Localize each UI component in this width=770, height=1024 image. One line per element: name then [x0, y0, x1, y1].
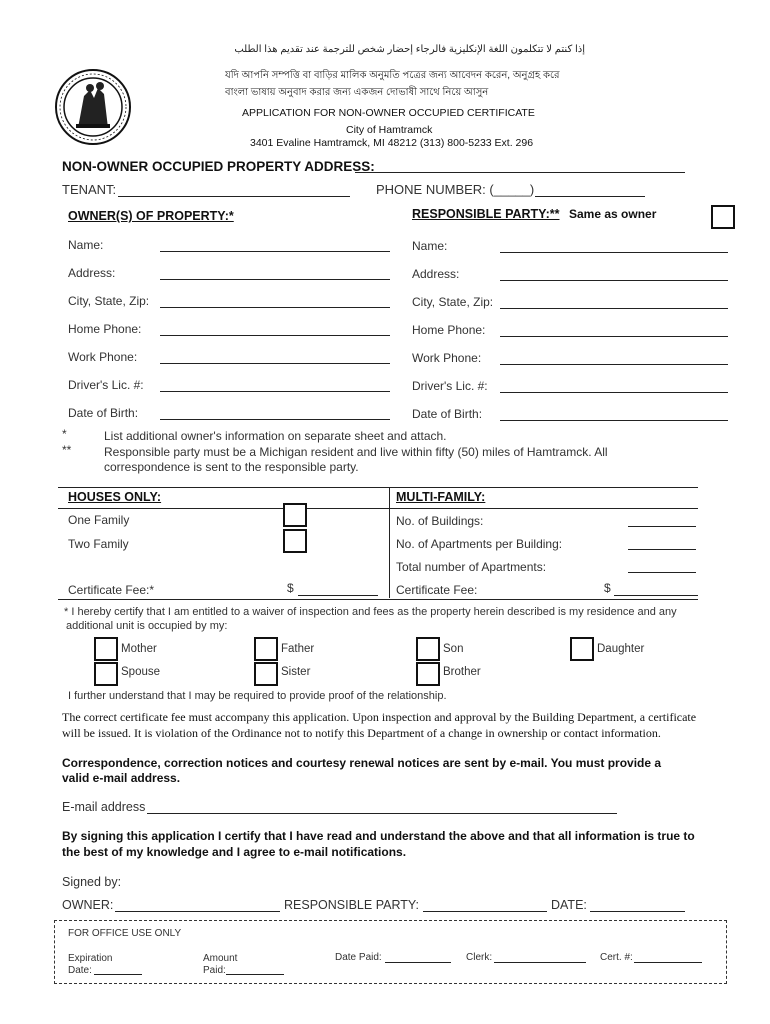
note-responsible-line2: correspondence is sent to the responsible party. — [104, 460, 359, 474]
brother-label: Brother — [443, 666, 481, 678]
city-seal — [54, 68, 132, 146]
owner-home-phone-label: Home Phone: — [68, 322, 142, 336]
one-family-checkbox[interactable] — [283, 503, 307, 527]
date-signature-field[interactable] — [590, 911, 685, 912]
houses-fee-field[interactable] — [298, 595, 378, 596]
expiration-date-field[interactable] — [94, 974, 142, 975]
fee-table-divider — [389, 487, 390, 598]
son-label: Son — [443, 643, 464, 655]
proof-notice: I further understand that I may be required to provide proof of the relationship. — [68, 690, 447, 702]
multi-heading: MULTI-FAMILY: — [396, 490, 486, 504]
waiver-line2: additional unit is occupied by my: — [66, 620, 228, 632]
note-additional-owners: List additional owner's information on separate sheet and attach. — [104, 429, 447, 443]
owner-address-field[interactable] — [160, 279, 390, 280]
mother-checkbox[interactable] — [94, 637, 118, 661]
signing-line1: By signing this application I certify that I have read and understand the above and that all information is true to — [62, 829, 695, 843]
spouse-label: Spouse — [121, 666, 161, 678]
houses-heading: HOUSES ONLY: — [68, 490, 162, 504]
multi-fee-field[interactable] — [614, 595, 698, 596]
note-responsible-line1: Responsible party must be a Michigan resident and live within fifty (50) miles of Hamtramck. All — [104, 445, 608, 459]
property-address-label: NON-OWNER OCCUPIED PROPERTY ADDRESS: — [62, 159, 375, 174]
form-title: APPLICATION FOR NON-OWNER OCCUPIED CERTIFICATE — [242, 107, 535, 119]
email-label: E-mail address — [62, 800, 146, 814]
son-checkbox[interactable] — [416, 637, 440, 661]
responsible-driver-s-lic-label: Driver's Lic. #: — [412, 379, 488, 393]
fee-table-header-line — [58, 508, 698, 509]
city-name: City of Hamtramck — [346, 124, 433, 136]
responsible-date-of-birth-field[interactable] — [500, 420, 728, 421]
office-use-heading: FOR OFFICE USE ONLY — [68, 928, 182, 939]
signing-line2: the best of my knowledge and I agree to e-mail notifications. — [62, 845, 407, 859]
cert-number-label: Cert. #: — [600, 952, 633, 963]
two-family-label: Two Family — [68, 537, 129, 551]
tenant-label: TENANT: — [62, 182, 117, 197]
phone-label: PHONE NUMBER: (_____) — [376, 182, 535, 197]
responsible-city-state-zip-label: City, State, Zip: — [412, 295, 494, 309]
responsible-home-phone-field[interactable] — [500, 336, 728, 337]
city-address: 3401 Evaline Hamtramck, MI 48212 (313) 800-5233 Ext. 296 — [250, 137, 534, 149]
sister-label: Sister — [281, 666, 311, 678]
owner-address-label: Address: — [68, 266, 116, 280]
amount-label: Amount — [203, 953, 238, 964]
responsible-city-state-zip-field[interactable] — [500, 308, 728, 309]
apartments-label: No. of Apartments per Building: — [396, 537, 563, 551]
owner-home-phone-field[interactable] — [160, 335, 390, 336]
clerk-field[interactable] — [494, 962, 586, 963]
arabic-notice: إذا كنتم لا تتكلمون اللغة الإنكليزية فالرجاء إحضار شخص للترجمة عند تقديم هذا الطلب — [234, 44, 585, 55]
responsible-work-phone-field[interactable] — [500, 364, 728, 365]
note-star1: * — [62, 427, 67, 441]
owner-driver-s-lic-label: Driver's Lic. #: — [68, 378, 144, 392]
owner-date-of-birth-field[interactable] — [160, 419, 390, 420]
signed-by-label: Signed by: — [62, 875, 122, 889]
owner-work-phone-field[interactable] — [160, 363, 390, 364]
owner-date-of-birth-label: Date of Birth: — [68, 406, 139, 420]
daughter-label: Daughter — [597, 643, 645, 655]
responsible-heading: RESPONSIBLE PARTY:** — [412, 207, 560, 221]
daughter-checkbox[interactable] — [570, 637, 594, 661]
responsible-address-field[interactable] — [500, 280, 728, 281]
spouse-checkbox[interactable] — [94, 662, 118, 686]
same-as-owner-checkbox[interactable] — [711, 205, 735, 229]
houses-fee-dollar: $ — [287, 581, 294, 595]
responsible-driver-s-lic-field[interactable] — [500, 392, 728, 393]
property-address-field[interactable] — [355, 172, 685, 173]
father-label: Father — [281, 643, 315, 655]
expiration-label: Expiration — [68, 953, 113, 964]
total-apartments-field[interactable] — [628, 572, 696, 573]
fee-notice-line1: The correct certificate fee must accompany this application. Upon inspection and approval by the Building Department, a certificate — [62, 710, 697, 724]
date-paid-label: Date Paid: — [335, 952, 382, 963]
apartments-field[interactable] — [628, 549, 696, 550]
owner-name-label: Name: — [68, 238, 104, 252]
owner-city-state-zip-label: City, State, Zip: — [68, 294, 150, 308]
sister-checkbox[interactable] — [254, 662, 278, 686]
two-family-checkbox[interactable] — [283, 529, 307, 553]
owners-heading: OWNER(S) OF PROPERTY:* — [68, 209, 234, 223]
owner-driver-s-lic-field[interactable] — [160, 391, 390, 392]
brother-checkbox[interactable] — [416, 662, 440, 686]
bengali-notice-line2: বাংলা ভাষায় অনুবাদ করার জন্য একজন দোভাষী সাথে নিয়ে আসুন — [225, 87, 489, 98]
note-star2: ** — [62, 443, 72, 457]
buildings-label: No. of Buildings: — [396, 514, 484, 528]
tenant-field[interactable] — [118, 196, 350, 197]
total-apartments-label: Total number of Apartments: — [396, 560, 547, 574]
houses-fee-label: Certificate Fee:* — [68, 583, 155, 597]
responsible-address-label: Address: — [412, 267, 460, 281]
email-notice-line2: valid e-mail address. — [62, 771, 181, 785]
owner-city-state-zip-field[interactable] — [160, 307, 390, 308]
responsible-home-phone-label: Home Phone: — [412, 323, 486, 337]
buildings-field[interactable] — [628, 526, 696, 527]
expiration-date-label: Date: — [68, 965, 92, 976]
responsible-signature-field[interactable] — [423, 911, 547, 912]
clerk-label: Clerk: — [466, 952, 493, 963]
responsible-work-phone-label: Work Phone: — [412, 351, 482, 365]
owner-name-field[interactable] — [160, 251, 390, 252]
one-family-label: One Family — [68, 513, 130, 527]
owner-work-phone-label: Work Phone: — [68, 350, 138, 364]
father-checkbox[interactable] — [254, 637, 278, 661]
fee-notice-line2: will be issued. It is violation of the Ordinance not to notify this Department of a change in ownership or contact information. — [62, 726, 661, 740]
mother-label: Mother — [121, 643, 157, 655]
amount-paid-field[interactable] — [226, 974, 284, 975]
same-as-owner-label: Same as owner — [569, 207, 657, 221]
responsible-date-of-birth-label: Date of Birth: — [412, 407, 483, 421]
amount-paid-label: Paid: — [203, 965, 226, 976]
responsible-signature-label: RESPONSIBLE PARTY: — [284, 898, 420, 912]
multi-fee-dollar: $ — [604, 581, 611, 595]
owner-signature-label: OWNER: — [62, 898, 114, 912]
multi-fee-label: Certificate Fee: — [396, 583, 478, 597]
email-notice-line1: Correspondence, correction notices and courtesy renewal notices are sent by e-mail. You must provide a — [62, 756, 662, 770]
cert-number-field[interactable] — [634, 962, 702, 963]
date-signature-label: DATE: — [551, 898, 587, 912]
date-paid-field[interactable] — [385, 962, 451, 963]
bengali-notice-line1: যদি আপনি সম্পত্তি বা বাড়ির মালিক অনুমতি পত্রের জন্য আবেদন করেন, অনুগ্রহ করে — [225, 70, 560, 81]
phone-field[interactable] — [535, 196, 645, 197]
waiver-line1: * I hereby certify that I am entitled to a waiver of inspection and fees as the property herein described is my residence and any — [64, 606, 677, 618]
owner-signature-field[interactable] — [115, 911, 280, 912]
responsible-name-field[interactable] — [500, 252, 728, 253]
responsible-name-label: Name: — [412, 239, 448, 253]
email-field[interactable] — [147, 813, 617, 814]
